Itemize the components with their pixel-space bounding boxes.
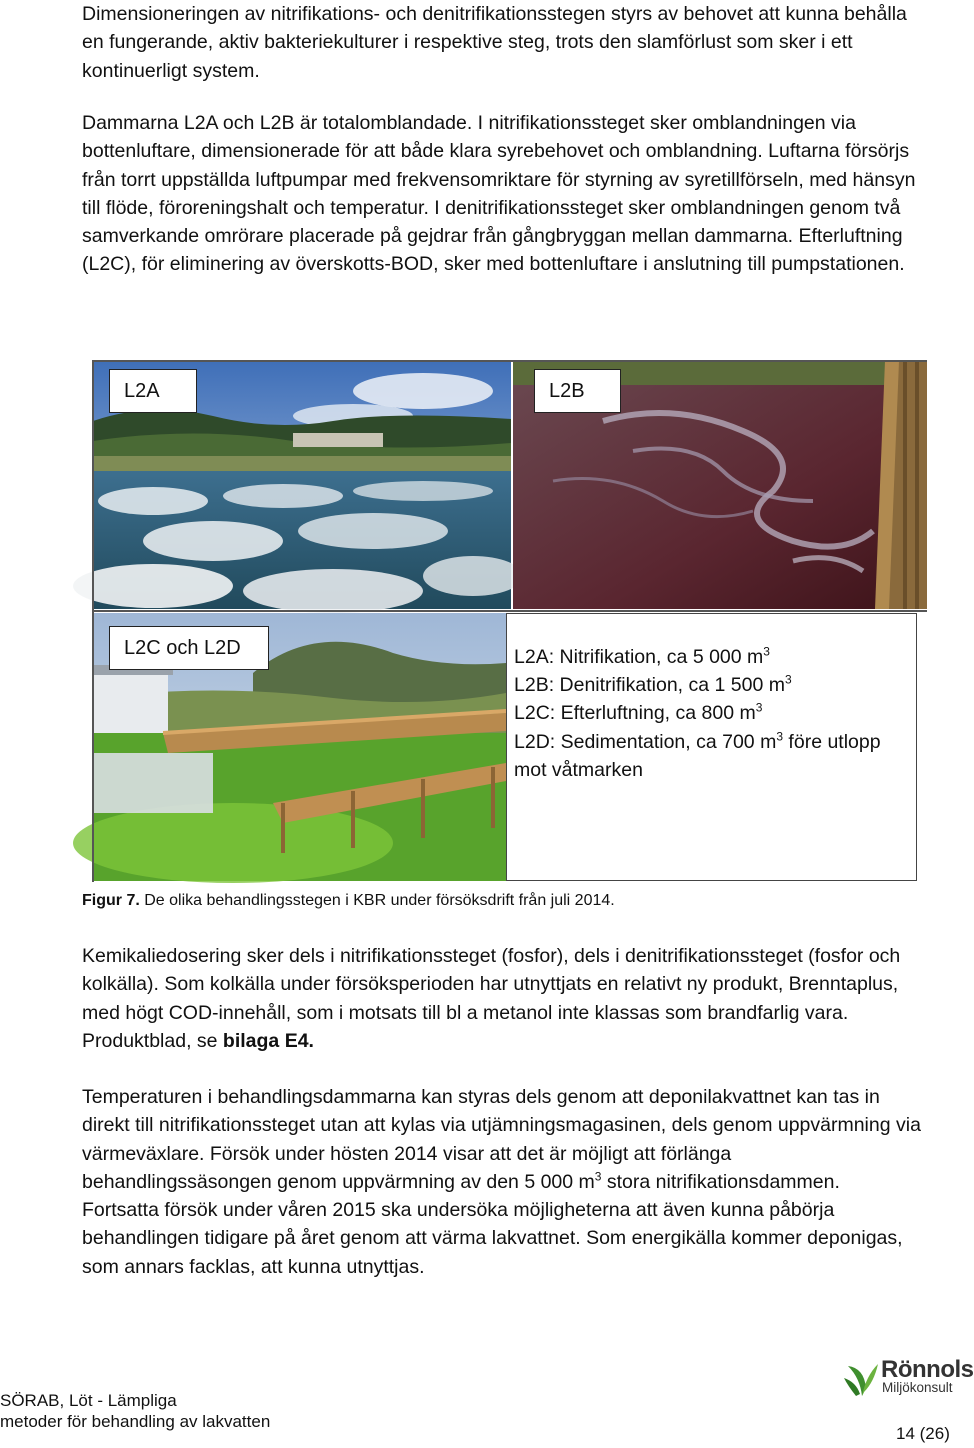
figure-legend-list xyxy=(514,643,909,784)
footer-document-title: SÖRAB, Löt - Lämpliga metoder för behandling av lakvatten xyxy=(0,1391,271,1431)
logo-subtitle: Miljökonsult xyxy=(882,1380,953,1395)
figure-frame-divider xyxy=(93,610,927,612)
legend-item-l2b: L2B: Denitrifikation, ca 1 500 $m^3$ xyxy=(514,672,792,697)
paragraph-chemicals xyxy=(82,942,922,1055)
figure-frame-left xyxy=(92,360,94,882)
logo-name: Rönnols xyxy=(881,1356,974,1383)
appendix-reference: bilaga E4. xyxy=(222,1029,314,1052)
legend-item-l2a: L2A: Nitrifikation, ca 5 000 $m^3$ xyxy=(514,644,770,668)
label-l2a: L2A xyxy=(109,369,197,413)
paragraph-text-cont: stora nitrifikationsdammen. Fortsatta försök under våren 2015 ska undersöka möjligheterna att även kunna påbörja behandlingen tidigare på året genom att värma lakvattnet. Som energikälla kommer deponigas, som annars facklas, att kunna utnyttjas. xyxy=(82,1170,903,1278)
figure-frame-top xyxy=(93,360,927,362)
paragraph-text: Kemikaliedosering sker dels i nitrifikationssteget (fosfor), dels i denitrifikationssteget (fosfor och kolkälla). Som kolkälla under försöksperioden har utnyttjats en relativt ny produkt, Brenntaplus, med högt COD-innehåll, som i motsats till bl a metanol inte klassas som brandfarlig vara. Produktblad, se xyxy=(82,945,901,1052)
legend-item-l2d: L2D: Sedimentation, ca 700 $m^3$ före utlopp mot våtmarken xyxy=(514,729,881,781)
paragraph-text: Dammarna L2A och L2B är totalomblandade. I nitrifikationssteget sker omblandningen via bottenluftare, dimensionerade för att både klara syrebehovet och omblandning. Luftarna försörjs från torrt uppställda luftpumpar med frekvensomriktare för styrning av syretillförseln, med hänsyn till flöde, föroreningshalt och temperatur. I denitrifikationssteget sker omblandningen genom två samverkande omrörare placerade på gejdrar från gångbryggan mellan dammarna. Efterluftning (L2C), för eliminering av överskotts-BOD, sker med bottenluftare i anslutning till pumpstationen. xyxy=(82,112,916,276)
label-l2b: L2B xyxy=(534,369,621,413)
caption-label: Figur 7. xyxy=(82,892,140,909)
legend-item-l2c: L2C: Efterluftning, ca 800 $m^3$ xyxy=(514,700,763,725)
paragraph-temperature: Temperaturen i behandlingsdammarna kan styras dels genom att deponilakvattnet kan tas in direkt till nitrifikationssteget utan att kylas via utjämningsmagasinen, dels genom uppvärmning via värmeväxlare. Försök under hösten 2014 visar att det är möjligt att förlänga behandlingssäsongen genom uppvärmning av den 5 000 $m^3$ stora nitrifikationsdammen. Fortsatta försök under våren 2015 ska undersöka möjligheterna att även kunna påbörja behandlingen tidigare på året genom att värma lakvattnet. Som energikälla kommer deponigas, som annars facklas, att kunna utnyttjas. xyxy=(82,1086,921,1278)
paragraph-dimensioning xyxy=(82,0,922,85)
paragraph-mixing xyxy=(82,109,922,279)
label-l2c-l2d: L2C och L2D xyxy=(109,626,269,670)
caption-text: De olika behandlingsstegen i KBR under försöksdrift från juli 2014. xyxy=(139,892,615,909)
paragraph-text: Dimensioneringen av nitrifikations- och denitrifikationsstegen styrs av behovet att kunna behålla en fungerande, aktiv bakteriekulturer i respektive steg, trots den slamförlust som sker i ett kontinuerligt system. xyxy=(82,3,907,82)
paragraph-text: Temperaturen i behandlingsdammarna kan styras dels genom att deponilakvattnet kan tas in direkt till nitrifikationssteget utan att kylas via utjämningsmagasinen, dels genom uppvärmning via värmeväxlare. Försök under hösten 2014 visar att det är möjligt att förlänga behandlingssäsongen genom uppvärmning av den 5 000 m xyxy=(82,1086,921,1193)
page-number: 14 (26) xyxy=(896,1424,950,1443)
leaf-icon xyxy=(842,1358,882,1398)
figure-caption xyxy=(82,892,615,910)
